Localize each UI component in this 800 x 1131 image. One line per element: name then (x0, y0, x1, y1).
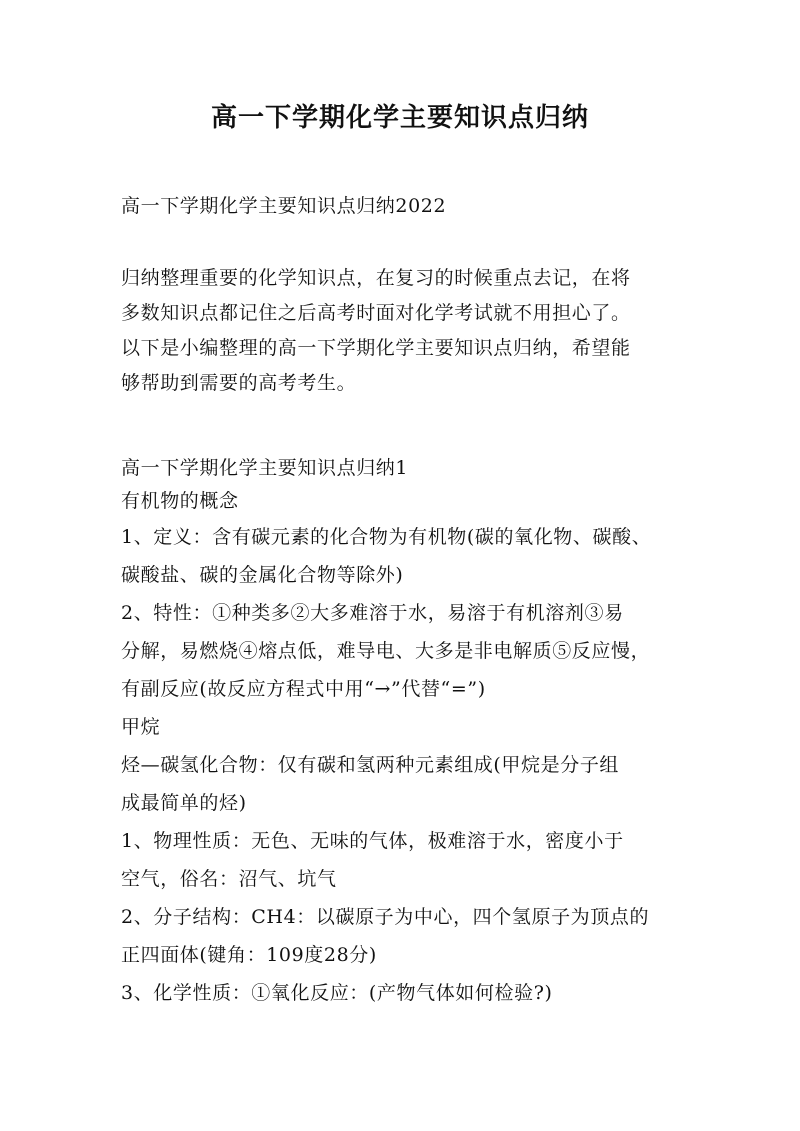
methane-heading: 甲烷 (121, 716, 161, 738)
definition-line: 碳酸盐、碳的金属化合物等除外) (121, 564, 404, 586)
structure-line: 正四面体(键角：109度28分) (121, 944, 377, 966)
intro-line: 多数知识点都记住之后高考时面对化学考试就不用担心了。 (121, 302, 631, 324)
structure-line: 2、分子结构：CH4：以碳原子为中心，四个氢原子为顶点的 (121, 906, 650, 928)
section-heading: 高一下学期化学主要知识点归纳1 (121, 457, 409, 479)
property-line: 2、特性：①种类多②大多难溶于水，易溶于有机溶剂③易 (121, 602, 624, 624)
definition-line: 1、定义：含有碳元素的化合物为有机物(碳的氧化物、碳酸、 (121, 526, 652, 548)
intro-line: 归纳整理重要的化学知识点，在复习的时候重点去记，在将 (121, 267, 631, 289)
document-title: 高一下学期化学主要知识点归纳 (210, 103, 589, 133)
intro-paragraph (121, 261, 701, 401)
intro-line: 够帮助到需要的高考考生。 (121, 372, 357, 394)
hydrocarbon-line: 烃—碳氢化合物：仅有碳和氢两种元素组成(甲烷是分子组 (121, 754, 620, 776)
chemical-property-line: 3、化学性质：①氧化反应：(产物气体如何检验?) (121, 982, 553, 1004)
physical-property-line: 空气，俗名：沼气、坑气 (121, 868, 337, 890)
document-subtitle: 高一下学期化学主要知识点归纳2022 (121, 195, 447, 217)
hydrocarbon-line: 成最简单的烃) (121, 792, 247, 814)
property-line: 分解，易燃烧④熔点低，难导电、大多是非电解质⑤反应慢， (121, 640, 651, 662)
organic-heading: 有机物的概念 (121, 490, 239, 512)
section-content (121, 452, 701, 1012)
property-line: 有副反应(故反应方程式中用“→”代替“=”) (121, 678, 486, 700)
intro-line: 以下是小编整理的高一下学期化学主要知识点归纳，希望能 (121, 337, 631, 359)
physical-property-line: 1、物理性质：无色、无味的气体，极难溶于水，密度小于 (121, 830, 624, 852)
